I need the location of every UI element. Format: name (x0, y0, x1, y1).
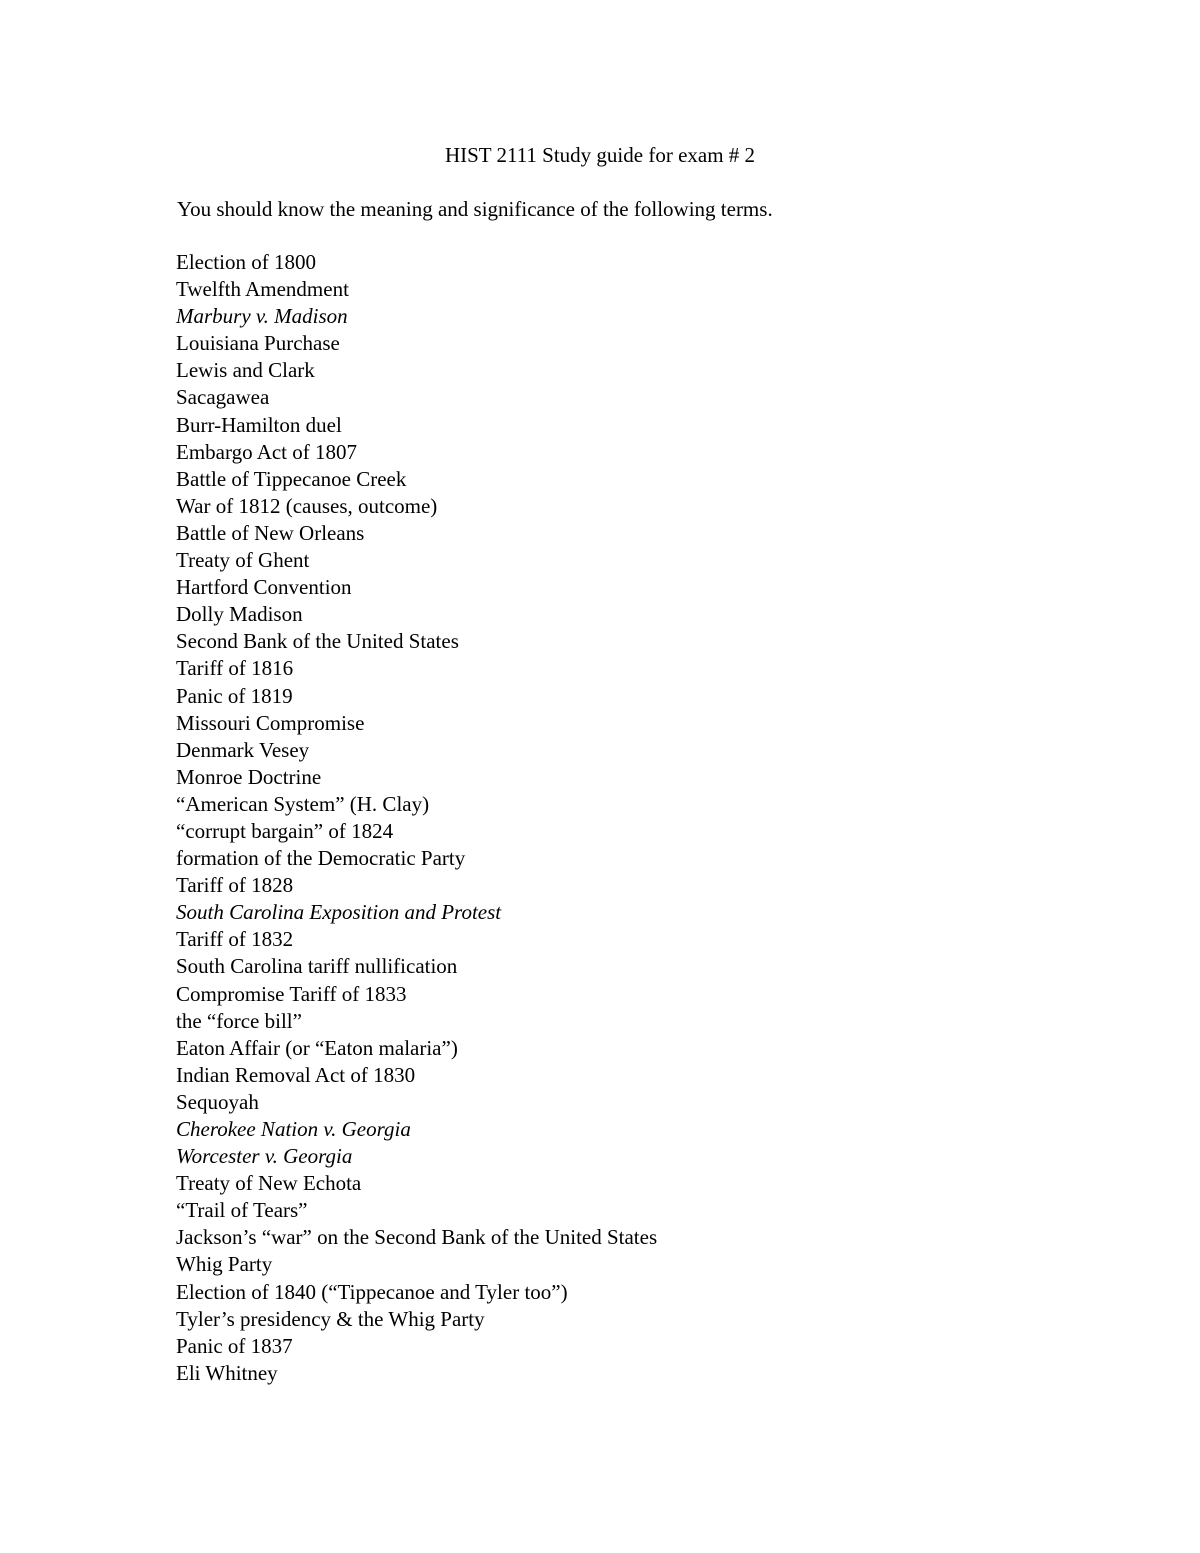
term-item: Cherokee Nation v. Georgia (176, 1117, 411, 1141)
term-item: Jackson’s “war” on the Second Bank of the United States (176, 1225, 658, 1250)
term-item: Tariff of 1832 (176, 927, 294, 952)
term-item: Denmark Vesey (176, 737, 310, 762)
term-item: Sacagawea (176, 385, 270, 410)
terms-list (176, 249, 657, 1387)
term-item: Louisiana Purchase (176, 331, 340, 356)
term-item: Battle of Tippecanoe Creek (176, 466, 407, 491)
term-item: Dolly Madison (176, 602, 303, 627)
term-item: Eaton Affair (or “Eaton malaria”) (176, 1035, 458, 1060)
page-title: HIST 2111 Study guide for exam # 2 (444, 143, 756, 167)
term-item: the “force bill” (176, 1008, 302, 1033)
term-item: Tyler’s presidency & the Whig Party (176, 1306, 485, 1331)
term-item: Marbury v. Madison (176, 304, 348, 329)
term-item: Monroe Doctrine (176, 764, 322, 789)
term-item: Battle of New Orleans (176, 520, 365, 545)
intro-text: You should know the meaning and significance of the following terms. (177, 197, 773, 221)
term-item: South Carolina tariff nullification (176, 954, 458, 979)
term-item: Tariff of 1828 (176, 873, 294, 898)
term-item: Election of 1840 (“Tippecanoe and Tyler too”) (176, 1279, 568, 1304)
term-item: Missouri Compromise (176, 710, 365, 735)
term-item: Whig Party (176, 1252, 273, 1277)
term-item: Second Bank of the United States (176, 629, 459, 654)
term-item: Panic of 1819 (176, 683, 293, 708)
term-item: Treaty of Ghent (176, 548, 310, 573)
term-item: “corrupt bargain” of 1824 (176, 818, 394, 843)
term-item: Eli Whitney (176, 1360, 278, 1385)
term-item: Worcester v. Georgia (176, 1144, 353, 1169)
term-item: Panic of 1837 (176, 1333, 293, 1358)
term-item: Indian Removal Act of 1830 (176, 1062, 416, 1087)
term-item: South Carolina Exposition and Protest (176, 900, 502, 925)
term-item: “American System” (H. Clay) (176, 791, 430, 816)
term-item: formation of the Democratic Party (176, 846, 466, 871)
term-item: Embargo Act of 1807 (176, 439, 358, 464)
term-item: War of 1812 (causes, outcome) (176, 493, 438, 518)
term-item: Sequoyah (176, 1089, 259, 1114)
term-item: Burr-Hamilton duel (176, 412, 342, 437)
term-item: Tariff of 1816 (176, 656, 294, 681)
term-item: Election of 1800 (176, 250, 316, 274)
term-item: Treaty of New Echota (176, 1171, 362, 1196)
term-item: “Trail of Tears” (176, 1198, 308, 1223)
term-item: Compromise Tariff of 1833 (176, 981, 407, 1006)
term-item: Twelfth Amendment (176, 277, 349, 302)
term-item: Hartford Convention (176, 575, 352, 600)
term-item: Lewis and Clark (176, 358, 315, 383)
